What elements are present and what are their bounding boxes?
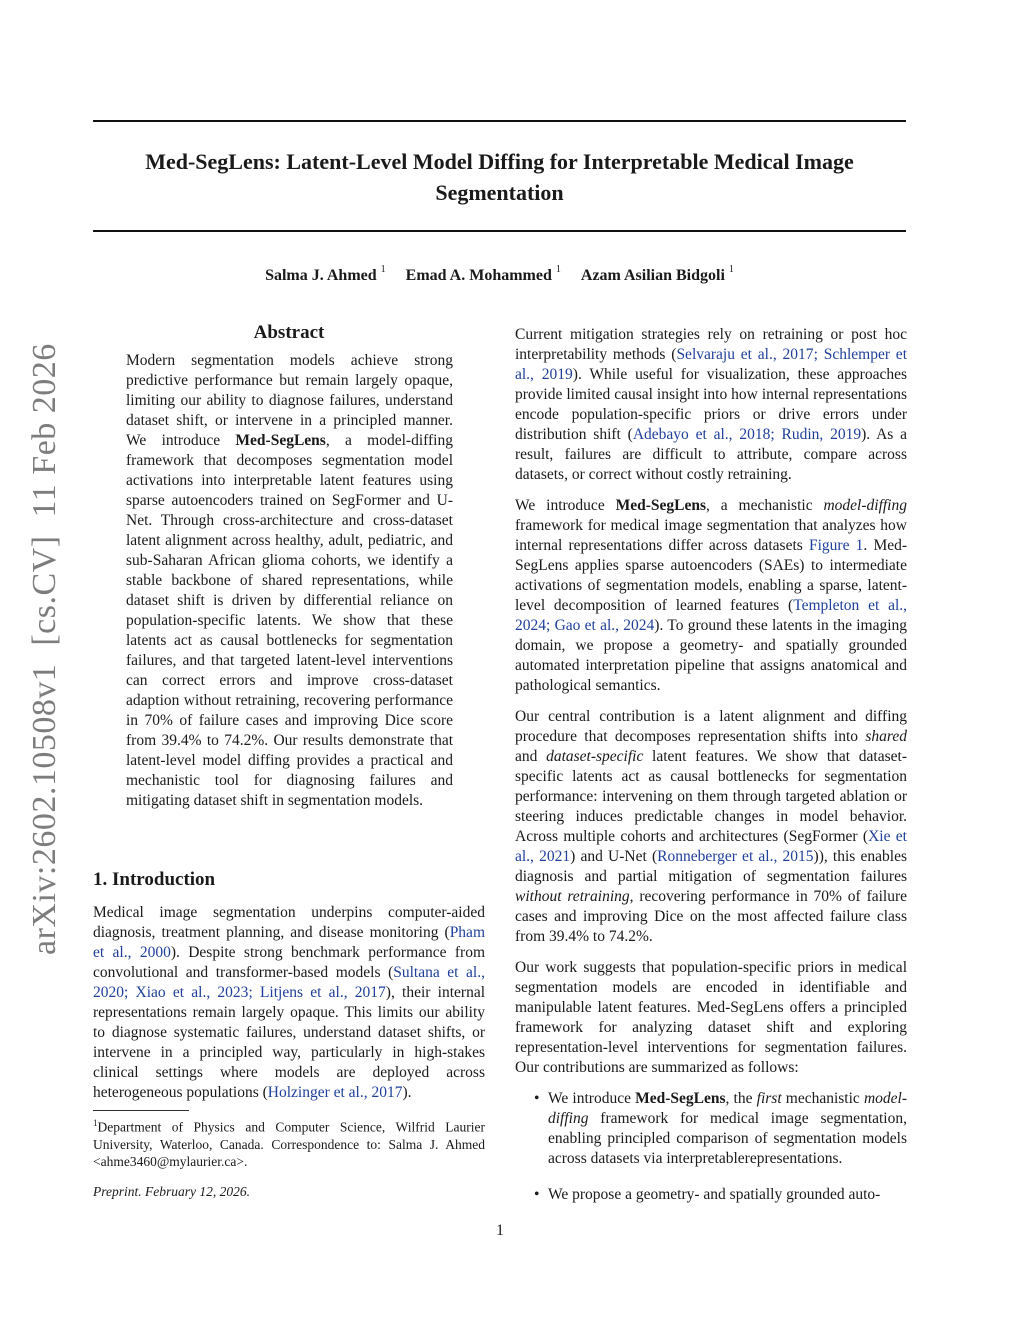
author-list <box>93 266 906 285</box>
list-item: • We propose a geometry- and spatially grounded auto- <box>515 1185 907 1205</box>
list-item: • We introduce Med-SegLens, the first mechanistic model-diffing framework for medical image segmentation, enabling principled comparison of segmentation models across datasets via interpretablerepresentations. <box>515 1089 907 1169</box>
introduction-paragraph: Medical image segmentation underpins computer-aided diagnosis, treatment planning, and disease monitoring (Pham et al., 2000). Despite strong benchmark performance from convolutional and transformer-based models (Sultana et al., 2020; Xiao et al., 2023; Litjens et al., 2017), their internal representations remain largely opaque. This limits our ability to diagnose systematic failures, understand dataset shifts, or intervene in a principled way, particularly in high-stakes clinical settings where models are deployed across heterogeneous populations (Holzinger et al., 2017). <box>93 904 486 1101</box>
paragraph: Our work suggests that population-specific priors in medical segmentation models are encoded in identifiable and manipulable latent features. Med-SegLens offers a principled framework for analyzing dataset shift and exploring representation-level interventions for segmentation failures. Our contributions are summarized as follows: <box>515 959 907 1076</box>
paragraph: Our central contribution is a latent alignment and diffing procedure that decomposes representation shifts into shared and dataset-specific latent features. We show that dataset-specific latents act as causal bottlenecks for segmentation performance: intervening on them through targeted ablation or steering induces predictable changes in model behavior. Across multiple cohorts and architectures (SegFormer (Xie et al., 2021) and U-Net (Ronneberger et al., 2015)), this enables diagnosis and partial mitigation of segmentation failures without retraining, recovering performance in 70% of failure cases and improving Dice on the most affected failure class from 39.4% to 74.2%. <box>515 708 908 945</box>
right-column <box>515 325 907 1221</box>
citation-link[interactable]: Sultana et al., 2020 <box>93 964 485 1001</box>
arxiv-id: arXiv:2602.10508v1 <box>26 663 63 955</box>
citation-link[interactable]: Selvaraju et al., 2017 <box>676 346 814 363</box>
paragraph: Current mitigation strategies rely on retraining or post hoc interpretability methods (Selvaraju et al., 2017; Schlemper et al., 2019). While useful for visualization, these approaches provide limited causal insight into how internal representations encode population-specific priors or drive errors under distribution shift (Adebayo et al., 2018; Rudin, 2019). As a result, failures are difficult to attribute, compare across datasets, or correct without costly retraining. <box>515 326 907 483</box>
abstract-heading: Abstract <box>253 322 325 343</box>
figure-link[interactable]: Figure 1 <box>808 537 864 554</box>
citation-link[interactable]: Holzinger et al., 2017 <box>267 1084 403 1101</box>
citation-link[interactable]: Templeton et al., 2024 <box>515 597 907 634</box>
contributions-list <box>515 1089 907 1205</box>
arxiv-category: [cs.CV] <box>26 535 63 646</box>
citation-link[interactable]: Xiao et al., 2023 <box>135 984 249 1001</box>
footnote-rule <box>93 1110 189 1111</box>
preprint-note: Preprint. February 12, 2026. <box>93 1184 250 1199</box>
affiliation-footnote: $^1$Department of Physics and Computer Science, Wilfrid Laurier University, Waterloo, Canada. Correspondence to: Salma J. Ahmed <ahme3460@mylaurier.ca>. <box>93 1118 485 1169</box>
citation-link[interactable]: Xie et al., 2021 <box>515 828 907 865</box>
citation-link[interactable]: Adebayo et al., 2018 <box>632 426 771 443</box>
author: Salma J. Ahmed $^1$ <box>265 264 386 285</box>
arxiv-watermark <box>22 343 68 955</box>
paragraph: We introduce Med-SegLens, a mechanistic model-diffing framework for medical image segmentation that analyzes how internal representations differ across datasets Figure 1. Med-SegLens applies sparse autoencoders (SAEs) to intermediate activations of segmentation models, enabling a sparse, latent-level decomposition of learned features (Templeton et al., 2024; Gao et al., 2024). To ground these latents in the imaging domain, we propose a geometry- and spatially grounded automated interpretation pipeline that assigns anatomical and pathological semantics. <box>515 497 908 694</box>
abstract-body: Modern segmentation models achieve strong predictive performance but remain largely opaque, limiting our ability to diagnose failures, understand dataset shift, or intervene in a principled manner. We introduce Med-SegLens, a model-diffing framework that decomposes segmentation model activations into interpretable latent features using sparse autoencoders trained on SegFormer and U-Net. Through cross-architecture and cross-dataset latent alignment across healthy, adult, pediatric, and sub-Saharan African glioma cohorts, we identify a stable backbone of shared representations, while dataset shift is driven by differential reliance on population-specific latents. We show that these latents act as causal bottlenecks for segmentation failures, and that targeted latent-level interventions can correct errors and improve cross-dataset adaption without retraining, recovering performance in 70% of failure cases and improving Dice score from 39.4% to 74.2%. Our results demonstrate that latent-level model diffing provides a practical and mechanistic tool for diagnosing failures and mitigating dataset shift in segmentation models. <box>126 352 453 809</box>
citation-link[interactable]: Pham et al., 2000 <box>93 924 485 961</box>
citation-link[interactable]: Rudin, 2019 <box>781 426 862 443</box>
author: Azam Asilian Bidgoli $^1$ <box>580 264 734 285</box>
citation-link[interactable]: Ronneberger et al., 2015 <box>657 848 814 865</box>
title-bottom-rule <box>93 230 906 232</box>
citation-link[interactable]: Litjens et al., 2017 <box>259 984 386 1001</box>
author: Emad A. Mohammed $^1$ <box>405 264 561 285</box>
page-number: 1 <box>496 1222 504 1239</box>
title-top-rule <box>93 120 906 122</box>
section-heading-introduction: 1. Introduction <box>93 869 216 890</box>
citation-link[interactable]: Schlemper et al., 2019 <box>515 346 907 383</box>
citation-link[interactable]: Gao et al., 2024 <box>554 617 655 634</box>
paper-title: Med-SegLens: Latent-Level Model Diffing for Interpretable Medical Image Segmentation <box>145 149 854 205</box>
arxiv-date: 11 Feb 2026 <box>26 343 63 518</box>
